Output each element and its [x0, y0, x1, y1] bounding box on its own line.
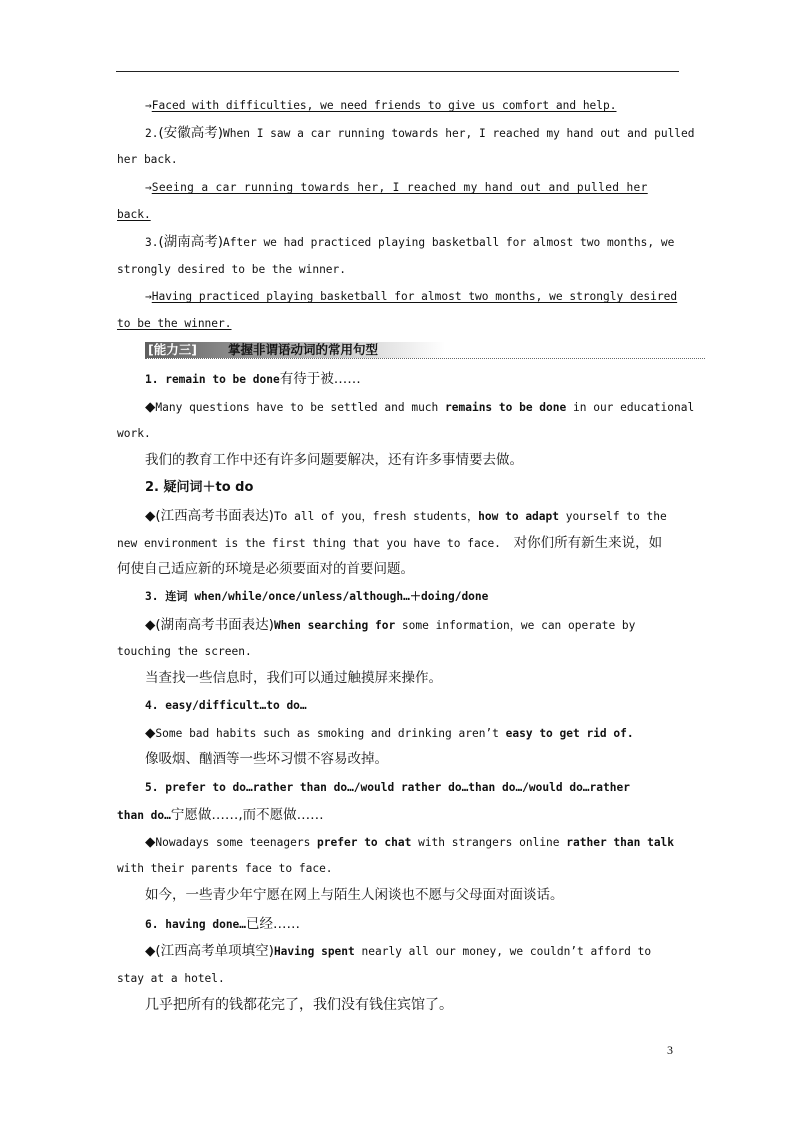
- item-3-example: [145, 617, 635, 634]
- item-5-example: [145, 834, 674, 851]
- exercise-source: (湖南高考书面表达): [155, 617, 274, 633]
- example-text: nearly all our money, we couldn’t afford to: [354, 945, 652, 958]
- example-text: yourself to the: [559, 510, 667, 523]
- example-highlight: prefer to chat: [317, 836, 412, 849]
- item-3-translation: 当查找一些信息时，我们可以通过触摸屏来操作。: [145, 670, 442, 686]
- pattern-meaning: 有待于被……: [279, 371, 361, 387]
- item-6-example: [145, 943, 651, 960]
- section-tag: [能力三]: [148, 342, 197, 357]
- exercise-source: (湖南高考): [158, 234, 224, 250]
- answer-text: Faced with difficulties, we need friends to give us comfort and help.: [151, 99, 617, 112]
- item-4-heading: [145, 698, 307, 714]
- answer-text: Having practiced playing basketball for almost two months, we strongly desired: [151, 290, 678, 303]
- pattern-text: 6. having done…: [145, 918, 247, 931]
- example-text: with strangers online: [411, 836, 567, 849]
- exercise-2-answer-cont: back.: [117, 208, 151, 221]
- example-text: To all of you，fresh students，: [273, 510, 479, 523]
- example-text: Some bad habits such as smoking and drinking aren’t: [155, 727, 506, 740]
- item-6-example-cont: stay at a hotel.: [117, 972, 225, 985]
- item-6-translation: 几乎把所有的钱都花完了，我们没有钱住宾馆了。: [145, 997, 453, 1013]
- exercise-3-answer: [145, 289, 677, 305]
- diamond-bullet-icon: ◆: [145, 834, 156, 850]
- exercise-2-question-cont: her back.: [117, 153, 178, 166]
- item-5-translation: 如今，一些青少年宁愿在网上与陌生人闲谈也不愿与父母面对面谈话。: [145, 887, 564, 903]
- pattern-text: than do…: [117, 809, 171, 822]
- exercise-source: (安徽高考): [158, 125, 224, 141]
- exercise-2-question: [145, 125, 695, 142]
- exercise-3-answer-cont: to be the winner.: [117, 317, 232, 330]
- exercise-1-answer: [145, 98, 617, 114]
- exercise-number: 3.: [145, 236, 159, 249]
- arrow-icon: →: [145, 290, 152, 303]
- question-text: After we had practiced playing basketball for almost two months, we: [223, 236, 675, 249]
- pattern-text: 5. prefer to do…rather than do…/would rather do…than do…/would do…rather: [145, 781, 630, 794]
- pattern-text: 2. 疑问词＋to do: [145, 480, 254, 495]
- item-1-example-cont: work.: [117, 427, 151, 440]
- exercise-3-question-cont: strongly desired to be the winner.: [117, 263, 347, 276]
- exercise-2-answer: [145, 180, 648, 196]
- pattern-text: 3. 连词 when/while/once/unless/although…＋doing/done: [145, 590, 489, 603]
- page-number: 3: [667, 1043, 673, 1057]
- item-1-heading: [145, 371, 361, 388]
- exercise-source: (江西高考书面表达): [155, 508, 274, 524]
- item-2-example-cont: [117, 535, 662, 552]
- example-highlight: easy to get rid of.: [505, 727, 634, 740]
- section-title: 掌握非谓语动词的常用句型: [228, 342, 379, 357]
- item-5-example-cont: with their parents face to face.: [117, 862, 333, 875]
- item-5-heading: [145, 780, 630, 796]
- pattern-text: 4. easy/difficult…to do…: [145, 699, 307, 712]
- arrow-icon: →: [145, 99, 152, 112]
- exercise-number: 2.: [145, 127, 159, 140]
- example-highlight: remains to be done: [445, 401, 567, 414]
- example-highlight: rather than talk: [566, 836, 675, 849]
- item-6-heading: [145, 916, 300, 933]
- section-heading-rule: [145, 358, 705, 359]
- item-2-translation-cont: 何使自己适应新的环境是必须要面对的首要问题。: [117, 561, 414, 577]
- diamond-bullet-icon: ◆: [145, 725, 156, 741]
- header-rule: [116, 71, 679, 72]
- example-highlight: Having spent: [273, 945, 355, 958]
- item-1-translation: 我们的教育工作中还有许多问题要解决，还有许多事情要去做。: [145, 452, 523, 468]
- item-1-example: [145, 399, 694, 416]
- pattern-meaning: 已经……: [246, 916, 301, 932]
- diamond-bullet-icon: ◆: [145, 508, 156, 524]
- diamond-bullet-icon: ◆: [145, 399, 156, 415]
- item-4-translation: 像吸烟、酗酒等一些坏习惯不容易改掉。: [145, 751, 388, 767]
- diamond-bullet-icon: ◆: [145, 617, 156, 633]
- example-text: in our educational: [566, 401, 695, 414]
- item-3-heading: [145, 589, 488, 605]
- example-text: Nowadays some teenagers: [155, 836, 318, 849]
- item-2-heading: [145, 480, 253, 496]
- example-text: Many questions have to be settled and much: [155, 401, 446, 414]
- arrow-icon: →: [145, 181, 152, 194]
- exercise-3-question: [145, 234, 674, 251]
- item-4-example: [145, 725, 634, 742]
- diamond-bullet-icon: ◆: [145, 943, 156, 959]
- pattern-text: 1. remain to be done: [145, 373, 280, 386]
- example-text: some information，we can operate by: [395, 619, 636, 632]
- exercise-source: (江西高考单项填空): [155, 943, 274, 959]
- example-highlight: how to adapt: [478, 510, 559, 523]
- question-text: When I saw a car running towards her, I reached my hand out and pulled: [223, 127, 695, 140]
- example-highlight: When searching for: [273, 619, 396, 632]
- pattern-meaning: 宁愿做……,而不愿做……: [170, 807, 324, 823]
- answer-text: Seeing a car running towards her, I reached my hand out and pulled her: [151, 181, 648, 194]
- item-2-example: [145, 508, 667, 525]
- item-3-example-cont: touching the screen.: [117, 645, 252, 658]
- item-5-heading-cont: [117, 807, 324, 824]
- translation-text: 对你们所有新生来说，如: [513, 535, 663, 551]
- example-text: new environment is the first thing that you have to face.: [117, 537, 501, 550]
